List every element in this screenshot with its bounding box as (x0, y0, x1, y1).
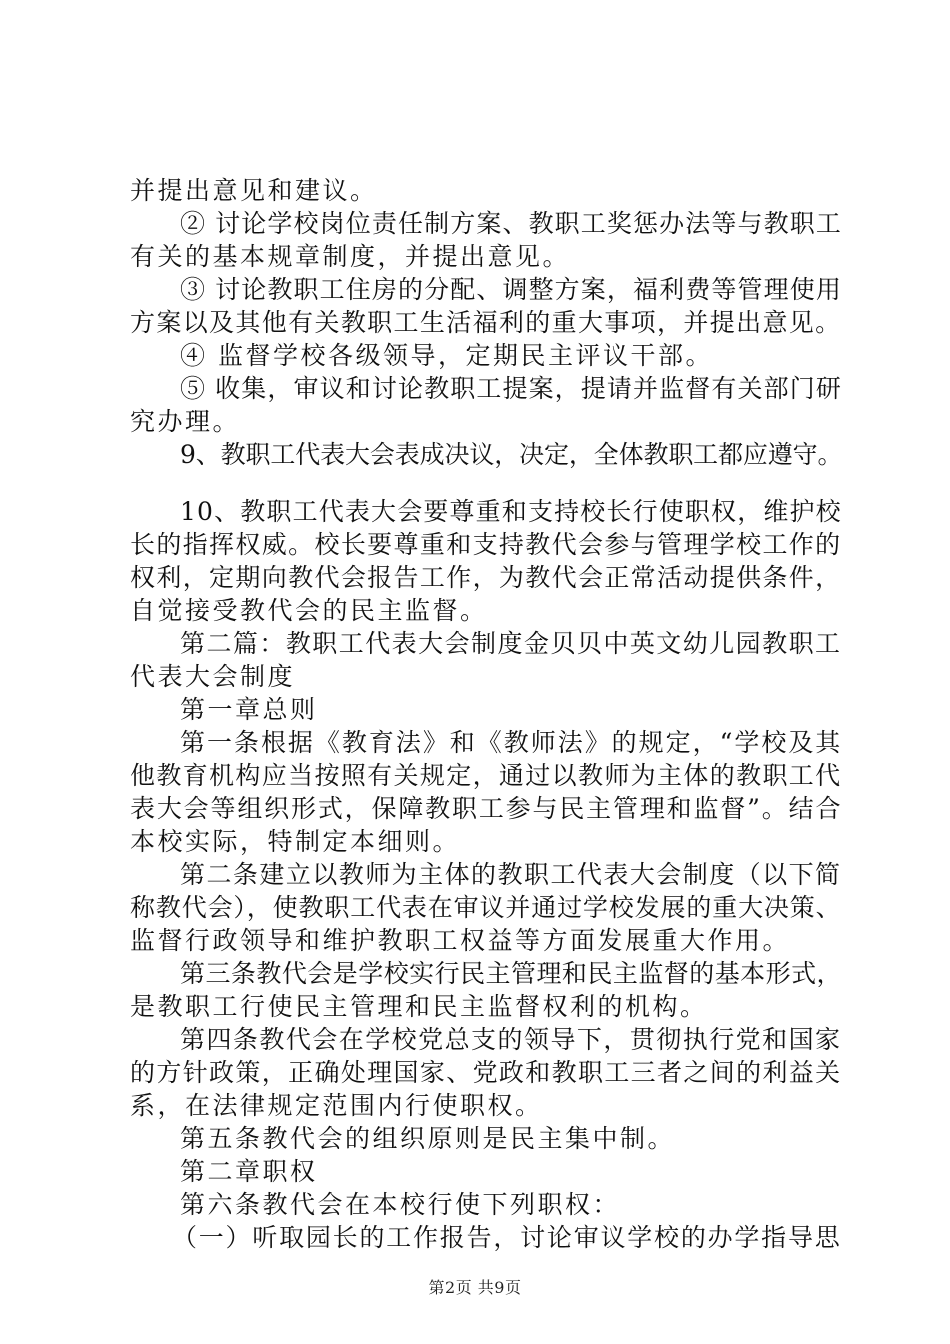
text-line: 有关的基本规章制度，并提出意见。 (130, 242, 571, 271)
text-line: 称教代会），使教职工代表在审议并通过学校发展的重大决策、 (130, 893, 842, 922)
text-line: 第五条教代会的组织原则是民主集中制。 (180, 1124, 676, 1153)
text-line: 本校实际，特制定本细则。 (130, 827, 461, 856)
text-line: 究办理。 (130, 407, 241, 436)
text-line: 自觉接受教代会的民主监督。 (130, 596, 488, 625)
text-line: 第三条教代会是学校实行民主管理和民主监督的基本形式， (180, 959, 843, 988)
section-heading: 代表大会制度 (130, 662, 296, 691)
text-line: 表大会等组织形式，保障教职工参与民主管理和监督”。结合 (130, 794, 843, 823)
text-line: 第四条教代会在学校党总支的领导下，贯彻执行党和国家 (180, 1025, 842, 1054)
page-footer: 第2页 共9页 (428, 1278, 522, 1297)
text-line: ② 讨论学校岗位责任制方案、教职工奖惩办法等与教职工 (180, 209, 842, 238)
text-line: （一）听取园长的工作报告，讨论审议学校的办学指导思 (172, 1223, 842, 1252)
text-line: ③ 讨论教职工住房的分配、调整方案，福利费等管理使用 (180, 275, 842, 304)
text-line: ⑤ 收集，审议和讨论教职工提案，提请并监督有关部门研 (180, 374, 842, 403)
text-line: 系，在法律规定范围内行使职权。 (130, 1091, 543, 1120)
text-line: 10、教职工代表大会要尊重和支持校长行使职权，维护校 (180, 497, 842, 526)
chapter-heading: 第二章职权 (180, 1157, 318, 1186)
text-line: 第六条教代会在本校行使下列职权： (180, 1190, 621, 1219)
text-line: 监督行政领导和维护教职工权益等方面发展重大作用。 (130, 926, 791, 955)
text-line: 他教育机构应当按照有关规定，通过以教师为主体的教职工代 (130, 761, 842, 790)
text-line: 9、教职工代表大会表成决议，决定，全体教职工都应遵守。 (180, 440, 843, 469)
text-line: 长的指挥权威。校长要尊重和支持教代会参与管理学校工作的 (130, 530, 842, 559)
text-line: 方案以及其他有关教职工生活福利的重大事项，并提出意见。 (130, 308, 842, 337)
section-heading: 第二篇：教职工代表大会制度金贝贝中英文幼儿园教职工 (180, 629, 842, 658)
text-line: 的方针政策，正确处理国家、党政和教职工三者之间的利益关 (130, 1058, 842, 1087)
text-line: 是教职工行使民主管理和民主监督权利的机构。 (130, 992, 708, 1021)
chapter-heading: 第一章总则 (180, 695, 318, 724)
text-line: 第一条根据《教育法》和《教师法》的规定，“学校及其 (180, 728, 843, 757)
text-line: 权利，定期向教代会报告工作，为教代会正常活动提供条件， (130, 563, 842, 592)
text-line: 并提出意见和建议。 (130, 176, 378, 205)
text-line: ④ 监督学校各级领导，定期民主评议干部。 (180, 341, 713, 370)
text-line: 第二条建立以教师为主体的教职工代表大会制度（以下简 (180, 860, 842, 889)
